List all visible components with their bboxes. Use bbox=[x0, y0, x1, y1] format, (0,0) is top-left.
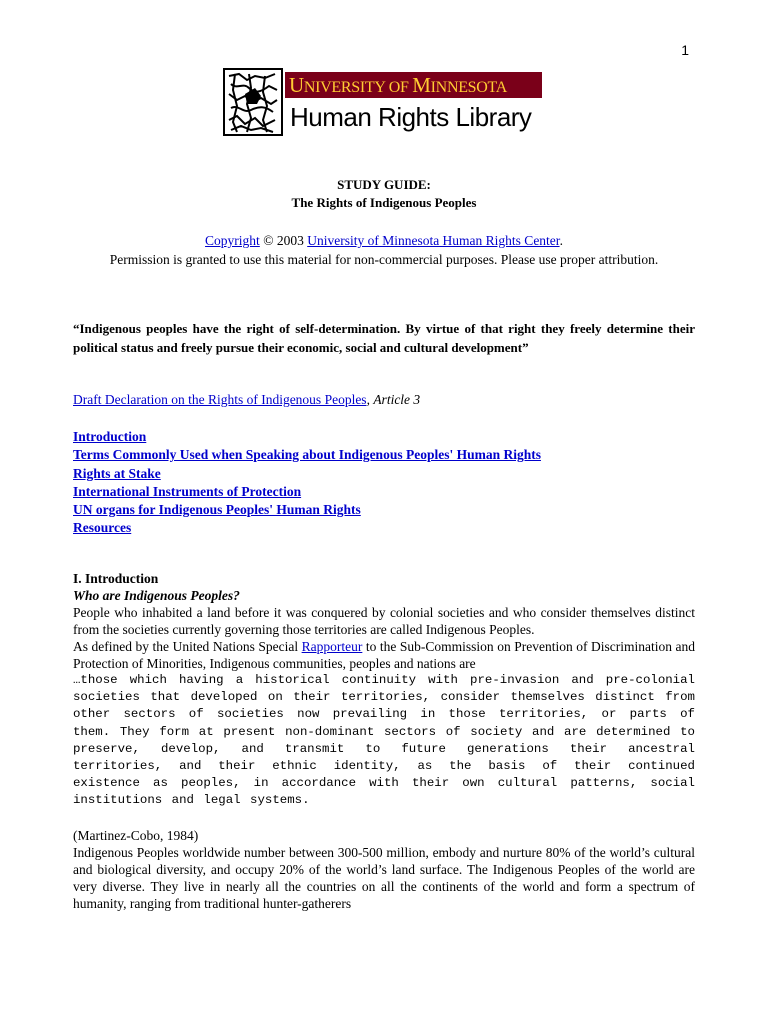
copyright-link[interactable]: Copyright bbox=[205, 233, 260, 248]
section-subheading: Who are Indigenous Peoples? bbox=[73, 588, 240, 603]
page-number: 1 bbox=[681, 42, 689, 58]
paragraph-population: Indigenous Peoples worldwide number between 300-500 million, embody and nurture 80% of the world’s cultural and biological diversity, and occupy 20% of the world’s land surface. The Indigenous Peoples of the world are very diverse. They live in nearly all the countries on all the continents of the world and form a spectrum of humanity, ranging from traditional hunter-gatherers bbox=[73, 844, 695, 911]
section-heading: I. Introduction bbox=[73, 571, 159, 586]
copyright-year: © 2003 bbox=[259, 233, 308, 248]
paragraph-un-definition: As defined by the United Nations Special Rapporteur to the Sub-Commission on Prevention of Discrimination and Protection of Minorities, Indigenous communities, peoples and nations are bbox=[73, 639, 695, 671]
definition-quote: …those which having a historical continuity with pre-invasion and pre-colonial societies that developed on their territories, consider themselves distinct from other sectors of societies now prevailing in those territories, or parts of them. They form at present non-dominant sectors of society and are determined to preserve, develop, and transmit to future generations their ancestral territories, and their ethnic identity, as the basis of their continued existence as peoples, in accordance with their own cultural patterns, social institutions and legal systems. bbox=[73, 673, 695, 808]
toc-link-rights-at-stake[interactable]: Rights at Stake bbox=[73, 465, 161, 481]
draft-declaration-link[interactable]: Draft Declaration on the Rights of Indigenous Peoples bbox=[73, 392, 367, 407]
toc-link-un-organs[interactable]: UN organs for Indigenous Peoples' Human Rights bbox=[73, 502, 361, 518]
article-reference: Article 3 bbox=[373, 392, 421, 407]
opening-quote: “Indigenous peoples have the right of self-determination. By virtue of that right they freely determine their political status and freely pursue their economic, social and cultural development” bbox=[73, 321, 695, 355]
table-of-contents bbox=[73, 428, 541, 538]
introduction-section bbox=[73, 570, 695, 912]
paragraph-definition-intro: People who inhabited a land before it was conquered by colonial societies and who consider themselves distinct from the societies currently governing those territories are called Indigenous Peoples. bbox=[73, 605, 695, 637]
document-title: STUDY GUIDE: bbox=[337, 177, 431, 192]
logo-library-name: Human Rights Library bbox=[290, 102, 532, 132]
toc-link-terms[interactable]: Terms Commonly Used when Speaking about Indigenous Peoples' Human Rights bbox=[73, 447, 541, 463]
citation: (Martinez-Cobo, 1984) bbox=[73, 827, 199, 843]
toc-link-introduction[interactable]: Introduction bbox=[73, 429, 147, 444]
toc-link-international-instruments[interactable]: International Instruments of Protection bbox=[73, 483, 302, 499]
logo-university-name: UNIVERSITY OF MINNESOTA bbox=[285, 72, 542, 98]
copyright-block: Copyright © 2003 University of Minnesota Human Rights Center. Permission is granted to use this material for non-commercial purposes. Please use proper attribution. bbox=[109, 233, 659, 267]
logo-mark-icon bbox=[223, 68, 283, 136]
document-subtitle: The Rights of Indigenous Peoples bbox=[291, 195, 477, 210]
rapporteur-link[interactable]: Rapporteur bbox=[301, 639, 363, 654]
toc-link-resources[interactable]: Resources bbox=[73, 520, 132, 536]
human-rights-center-link[interactable]: University of Minnesota Human Rights Center bbox=[307, 233, 560, 248]
quote-source: Draft Declaration on the Rights of Indigenous Peoples, Article 3 bbox=[73, 392, 421, 407]
permission-text: Permission is granted to use this material for non-commercial purposes. Please use proper attribution. bbox=[109, 252, 659, 267]
university-logo bbox=[223, 68, 543, 138]
